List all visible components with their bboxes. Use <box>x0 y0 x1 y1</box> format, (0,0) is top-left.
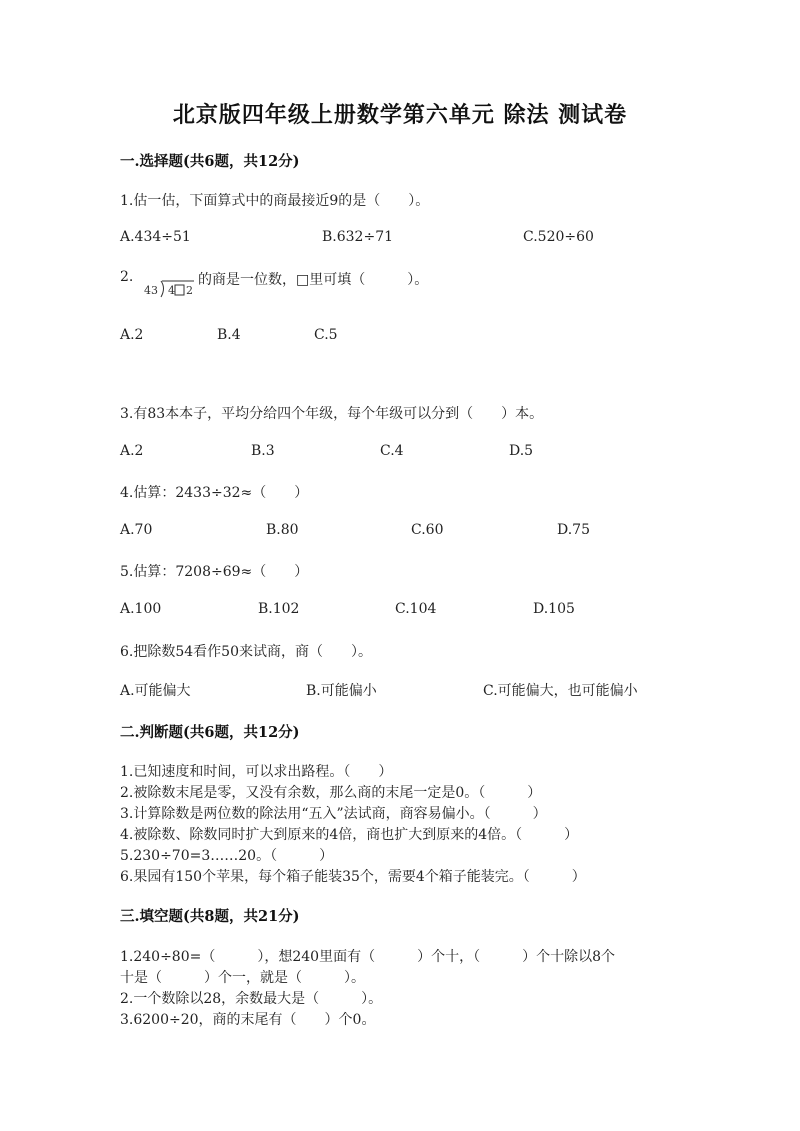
q6-option-b: B.可能偏小 <box>306 683 377 699</box>
q5-option-d: D.105 <box>533 601 575 617</box>
q2-option-b: B.4 <box>217 327 241 343</box>
q4-option-a: A.70 <box>120 522 153 538</box>
q5-option-a: A.100 <box>120 601 162 617</box>
fill-in-line-3: 2.一个数除以28，余数最大是（ ）。 <box>120 991 383 1007</box>
section-heading-fill-in: 三.填空题(共8题，共21分) <box>120 908 300 925</box>
q3-option-b: B.3 <box>251 443 275 459</box>
figure-dividend-suffix: 2 <box>186 284 193 297</box>
question-1: 1.估一估，下面算式中的商最接近9的是（ ）。 <box>120 193 430 209</box>
question-6: 6.把除数54看作50来试商，商（ ）。 <box>120 644 372 660</box>
fill-in-line-1: 1.240÷80=（ ），想240里面有（ ）个十，（ ）个十除以8个 <box>120 949 615 965</box>
fill-in-line-4: 3.6200÷20，商的末尾有（ ）个0。 <box>120 1012 376 1028</box>
blank-box <box>175 285 184 295</box>
judgement-item-2: 2.被除数末尾是零，又没有余数，那么商的末尾一定是0。（ ） <box>120 785 542 801</box>
judgement-item-6: 6.果园有150个苹果，每个箱子能装35个，需要4个箱子能装完。（ ） <box>120 869 586 885</box>
q5-option-c: C.104 <box>395 601 437 617</box>
q4-option-d: D.75 <box>557 522 590 538</box>
q1-option-a: A.434÷51 <box>120 229 191 245</box>
figure-dividend-prefix: 4 <box>168 284 175 297</box>
section-heading-judgement: 二.判断题(共6题，共12分) <box>120 724 300 741</box>
question-3: 3.有83本本子，平均分给四个年级，每个年级可以分到（ ）本。 <box>120 406 544 422</box>
judgement-item-3: 3.计算除数是两位数的除法用“五入”法试商，商容易偏小。（ ） <box>120 806 547 822</box>
question-2-text: 的商是一位数，□里可填（ ）。 <box>198 272 429 288</box>
page-title: 北京版四年级上册数学第六单元 除法 测试卷 <box>172 102 628 128</box>
judgement-item-5: 5.230÷70=3……20。（ ） <box>120 848 334 864</box>
q4-option-b: B.80 <box>266 522 299 538</box>
q6-option-a: A.可能偏大 <box>120 683 191 699</box>
long-division-figure <box>142 277 196 299</box>
q3-option-a: A.2 <box>120 443 144 459</box>
q6-option-c: C.可能偏大，也可能偏小 <box>483 683 638 699</box>
q2-option-a: A.2 <box>120 327 144 343</box>
question-5: 5.估算：7208÷69≈（ ） <box>120 564 309 580</box>
q2-option-c: C.5 <box>314 327 338 343</box>
figure-divisor: 43 <box>144 284 158 297</box>
q5-option-b: B.102 <box>258 601 300 617</box>
q3-option-d: D.5 <box>509 443 534 459</box>
question-4: 4.估算：2433÷32≈（ ） <box>120 485 309 501</box>
section-heading-choice: 一.选择题(共6题，共12分) <box>120 153 300 170</box>
q1-option-c: C.520÷60 <box>523 229 594 245</box>
judgement-item-1: 1.已知速度和时间，可以求出路程。（ ） <box>120 764 393 780</box>
q4-option-c: C.60 <box>411 522 444 538</box>
q1-option-b: B.632÷71 <box>322 229 394 245</box>
question-2-number: 2. <box>120 269 134 285</box>
judgement-item-4: 4.被除数、除数同时扩大到原来的4倍，商也扩大到原来的4倍。（ ） <box>120 827 579 843</box>
q3-option-c: C.4 <box>380 443 404 459</box>
fill-in-line-2: 十是（ ）个一，就是（ ）。 <box>120 970 365 986</box>
division-bracket <box>161 281 164 297</box>
